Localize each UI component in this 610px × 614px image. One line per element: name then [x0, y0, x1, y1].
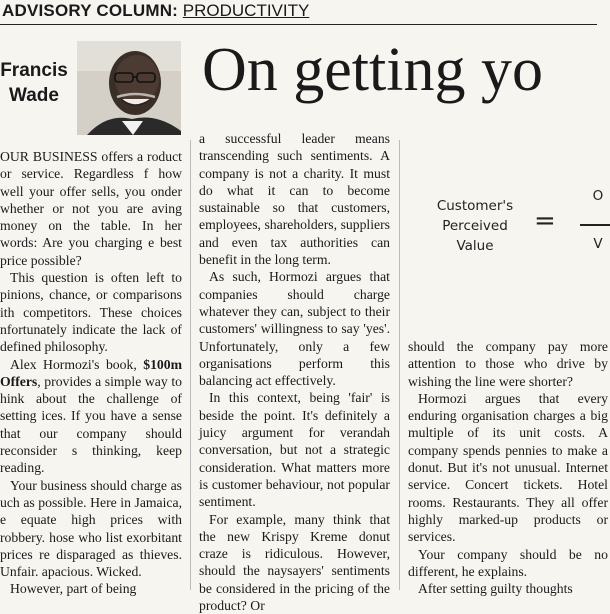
paragraph: Your company should be no different, he explains. [408, 546, 608, 579]
formula-fraction-bar [580, 224, 610, 226]
kicker-topic: PRODUCTIVITY [182, 1, 310, 20]
paragraph: Your business should charge as uch as possible. Here in Jamaica, e equate high prices with robbery. hose who list exorbitant prices re disparaged as thieves. Unfair. apacious. Wicked. [0, 477, 182, 580]
section-kicker [2, 0, 309, 22]
formula-equals: = [534, 206, 556, 236]
author-last-name: Wade [9, 85, 59, 106]
paragraph: However, part of being [10, 581, 137, 597]
formula-lhs-line: Value [456, 238, 494, 254]
paragraph: OUR BUSINESS offers a roduct or service. Regardless f how well your offer sells, you onder whether or not you are aving money on the table. In her words: Are you charging e best price possible? [0, 149, 182, 268]
book-title: $100m Offers [0, 356, 182, 389]
formula-lhs-line: Perceived [442, 218, 508, 234]
paragraph: Hormozi argues that every enduring organisation charges a big multiple of its unit costs. A company spends pennies to make a donut. But it's not unusual. Internet service. Concert tickets. Hotel rooms. Restaurants. They all offer highly marked-up products or services. [408, 390, 608, 545]
paragraph: As such, Hormozi argues that companies should charge whatever they can, subject to their customers' willingness to say 'yes'. Unfortunately, only a few organisations perform this balancing act effectively. [199, 269, 390, 389]
formula-numerator-line: O [592, 188, 604, 204]
kicker-section: ADVISORY COLUMN: [2, 1, 179, 20]
column-divider [399, 140, 400, 590]
paragraph: should the company pay more attention to those who drive by wishing the line were shorter? [408, 339, 608, 389]
author-first-name: Francis [0, 60, 68, 81]
paragraph: a successful leader means transcending such sentiments. A company is not a charity. It must do what it can to become sustainable so that customers, employees, shareholders, suppliers and even tax authorities can benefit in the long term. [199, 131, 390, 268]
author-photo [77, 41, 181, 135]
paragraph: After setting guilty thoughts [418, 581, 573, 597]
formula-lhs [420, 196, 530, 256]
paragraph-text: Alex Hormozi's book, [10, 356, 144, 372]
formula-numerator [588, 186, 608, 206]
paragraph [0, 356, 182, 477]
paragraph: For example, many think that the new Krispy Kreme donut craze is ridiculous. However, should the naysayers' sentiments be considered in the pricing of the product? Or [199, 511, 390, 614]
paragraph-text: , provides a simple way to hink about the challenge of setting ices. If you have a sense that our company should reconsider s thinking, keep reading. [0, 373, 182, 476]
headline: On getting yo [202, 36, 543, 104]
formula-denominator: V [593, 236, 603, 252]
article-column-3 [408, 338, 608, 597]
author-portrait-image [77, 41, 181, 135]
paragraph: In this context, being 'fair' is beside the point. It's definitely a juicy argument for verandah conversation, but not a strategic consideration. What matters more is customer behaviour, not popular sentiment. [199, 390, 390, 510]
paragraph: This question is often left to pinions, chance, or comparisons ith competitors. These choices nfortunately indicate the lack of defined philosophy. [0, 270, 182, 355]
formula-lhs-line: Customer's [436, 198, 514, 214]
article-column-1 [0, 148, 182, 598]
author-name [0, 58, 70, 108]
column-divider [190, 140, 191, 590]
article-column-2 [199, 130, 390, 614]
